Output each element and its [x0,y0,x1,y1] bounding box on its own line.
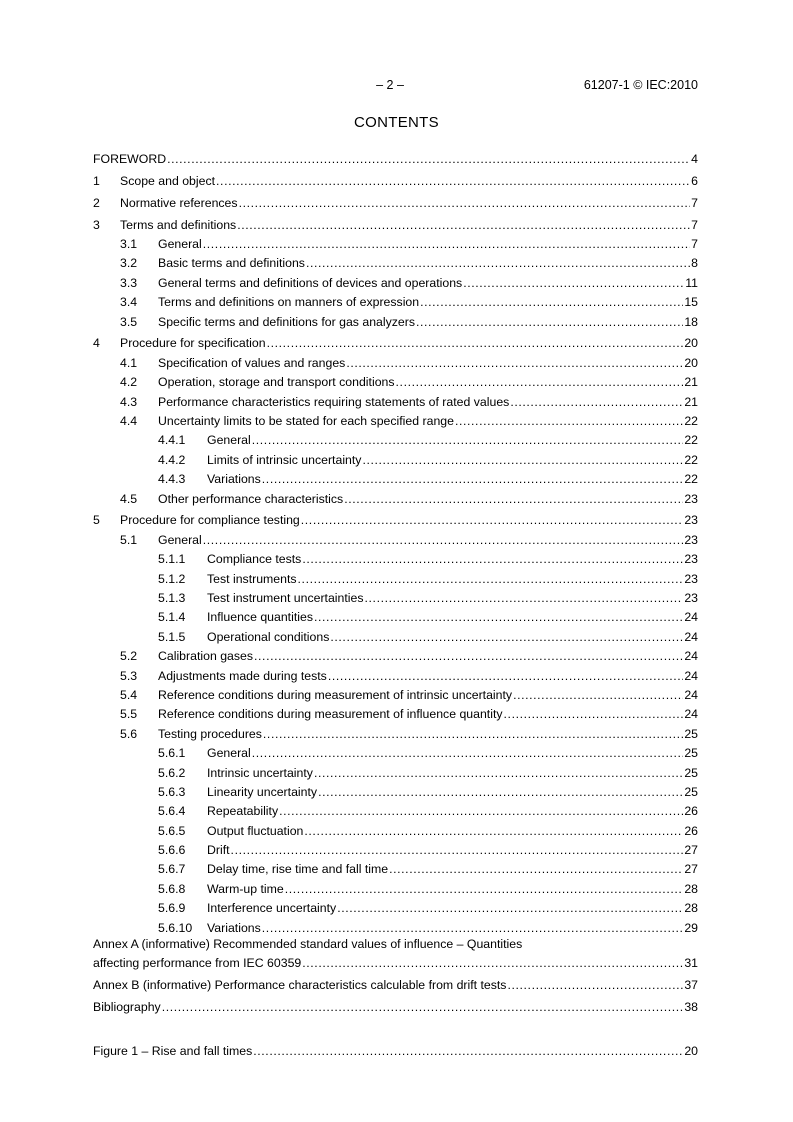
toc-entry[interactable] [93,370,698,389]
toc-entry[interactable] [93,644,698,663]
toc-entry-title: General [207,746,251,761]
toc-entry-page: 21 [684,394,698,409]
leader-dots [203,237,690,251]
toc-entry-title: Calibration gases [158,649,254,664]
toc-entry[interactable] [93,702,698,721]
toc-entry-page: 4 [691,151,698,166]
leader-dots [237,218,690,232]
toc-entry-number: 5.5 [120,707,138,722]
toc-entry-title: Test instruments [207,571,297,586]
toc-entry-title: Limits of intrinsic uncertainty [207,452,362,467]
toc-entry-page: 22 [684,452,698,467]
toc-entry-page: 15 [684,295,698,310]
toc-entry-page: 22 [684,472,698,487]
leader-dots [416,315,683,329]
toc-entry[interactable] [93,760,698,779]
leader-dots [314,610,683,624]
toc-entry-page: 24 [684,629,698,644]
leader-dots [463,276,684,290]
toc-entry-page: 28 [684,881,698,896]
bibliography-page: 38 [684,999,698,1014]
toc-entry-title: Terms and definitions [120,217,237,232]
leader-dots [507,978,683,992]
toc-entry-number: 4.4 [120,413,138,428]
toc-entry-title: Intrinsic uncertainty [207,765,313,780]
toc-entry-page: 24 [684,610,698,625]
toc-entry-page: 22 [684,413,698,428]
toc-entry-number: 5.1 [120,532,138,547]
leader-dots [252,746,684,760]
toc-entry[interactable] [93,547,698,566]
leader-dots [253,1044,683,1058]
leader-dots [330,630,683,644]
toc-entry-number: 4.5 [120,491,138,506]
toc-entry[interactable] [93,896,698,915]
toc-entry-page: 25 [684,765,698,780]
page-number: – 2 – [376,78,404,92]
toc-entry-number: 5.6.8 [158,881,186,896]
toc-entry-title: Variations [207,920,261,935]
toc-entry[interactable] [93,741,698,760]
toc-entry-number: 5.6.9 [158,901,186,916]
toc-entry-number: 3.2 [120,256,138,271]
toc-entry[interactable] [93,857,698,876]
toc-entry-title: General [158,236,202,251]
toc-entry-title: Testing procedures [158,726,262,741]
toc-entry[interactable] [93,486,698,505]
leader-dots [513,688,683,702]
toc-entry-title: Normative references [120,195,238,210]
toc-entry-title: Interference uncertainty [207,901,337,916]
toc-entry[interactable] [93,838,698,857]
toc-entry-title: Output fluctuation [207,823,304,838]
toc-entry-number: 4.3 [120,394,138,409]
toc-entry-title: Procedure for compliance testing [120,513,300,528]
toc-entry-page: 25 [684,726,698,741]
toc-entry-number: 2 [93,195,100,210]
toc-entry-number: 4.4.1 [158,433,186,448]
toc-entry-title: Compliance tests [207,552,302,567]
toc-entry[interactable] [93,428,698,447]
toc-entry-number: 5.1.4 [158,610,186,625]
leader-dots [344,492,683,506]
toc-entry-page: 23 [684,513,698,528]
leader-dots [285,882,684,896]
toc-entry-title: FOREWORD [93,151,167,166]
toc-entry-title: Operation, storage and transport conditions [158,375,395,390]
toc-entry[interactable] [93,389,698,408]
leader-dots [504,707,684,721]
toc-entry[interactable] [93,624,698,643]
toc-entry[interactable] [93,350,698,369]
toc-entry-title: Specification of values and ranges [158,355,346,370]
toc-entry[interactable] [93,309,698,328]
toc-entry-page: 20 [684,355,698,370]
toc-entry[interactable] [93,586,698,605]
toc-entry-page: 29 [684,920,698,935]
toc-entry-number: 3 [93,217,100,232]
leader-dots [203,533,684,547]
toc-entry-number: 5.6.2 [158,765,186,780]
toc-entry-number: 3.4 [120,295,138,310]
toc-entry-page: 11 [685,275,698,290]
toc-entry-title: Drift [207,843,230,858]
toc-entry-title: Delay time, rise time and fall time [207,862,389,877]
toc-entry-page: 23 [684,571,698,586]
toc-entry[interactable] [93,818,698,837]
leader-dots [304,824,683,838]
annex-a-title-line1: Annex A (informative) Recommended standard values of influence – Quantities [93,937,523,952]
toc-entry-number: 5.1.1 [158,552,186,567]
toc-entry-number: 4.2 [120,375,138,390]
toc-entry-title: Reference conditions during measurement of intrinsic uncertainty [158,687,513,702]
leader-dots [239,196,691,210]
toc-entry-page: 24 [684,707,698,722]
toc-entry-number: 5.6.3 [158,784,186,799]
annex-a-page: 31 [684,956,698,971]
leader-dots [252,433,684,447]
toc-entry-number: 4.4.2 [158,452,186,467]
toc-entry[interactable] [93,467,698,486]
toc-entry[interactable] [93,251,698,270]
toc-entry-page: 24 [684,649,698,664]
toc-entry[interactable] [93,508,698,527]
toc-entry-title: Basic terms and definitions [158,256,305,271]
toc-entry[interactable] [93,721,698,740]
toc-entry-number: 3.3 [120,275,138,290]
toc-entry-number: 5.6.6 [158,843,186,858]
leader-dots [298,572,684,586]
toc-entry-page: 23 [684,590,698,605]
toc-entry-page: 22 [684,433,698,448]
leader-dots [365,591,684,605]
toc-entry-page: 26 [684,823,698,838]
toc-entry-number: 5.1.2 [158,571,186,586]
toc-entry-page: 24 [684,668,698,683]
toc-entry-number: 5.6.4 [158,804,186,819]
toc-entry-title: Procedure for specification [120,336,266,351]
toc-entry-number: 5.6.1 [158,746,186,761]
toc-entry[interactable] [93,147,698,166]
toc-entry-page: 7 [691,195,698,210]
toc-entry-number: 4.1 [120,355,138,370]
leader-dots [263,727,683,741]
bibliography-title: Bibliography [93,999,161,1014]
toc-entry-title: Operational conditions [207,629,330,644]
toc-entry-number: 5 [93,513,100,528]
toc-entry-number: 5.3 [120,668,138,683]
toc-entry-title: General terms and definitions of devices and operations [158,275,463,290]
toc-entry-page: 24 [684,687,698,702]
leader-dots [254,649,683,663]
leader-dots [302,552,683,566]
leader-dots [362,453,683,467]
toc-entry-title: Warm-up time [207,881,284,896]
toc-entry[interactable] [93,799,698,818]
toc-entry-title: Specific terms and definitions for gas analyzers [158,314,415,329]
toc-entry[interactable] [93,168,698,187]
annex-b-page: 37 [684,978,698,993]
toc-entry[interactable] [93,447,698,466]
toc-entry[interactable] [93,232,698,251]
standard-reference: 61207-1 © IEC:2010 [583,78,698,92]
toc-entry-number: 4.4.3 [158,472,186,487]
toc-entry-page: 25 [684,746,698,761]
annex-a-title-line2-row [93,953,698,970]
toc-entry[interactable] [93,290,698,309]
annex-b-entry[interactable] [93,973,698,992]
toc-entries [93,147,698,935]
leader-dots [420,295,683,309]
toc-entry-title: Repeatability [207,804,279,819]
leader-dots [389,862,683,876]
leader-dots [396,375,684,389]
toc-entry[interactable] [93,605,698,624]
toc-entry-title: Performance characteristics requiring statements of rated values [158,394,510,409]
toc-entry-title: Reference conditions during measurement of influence quantity [158,707,503,722]
leader-dots [328,669,683,683]
toc-entry-page: 8 [691,256,698,271]
toc-entry-page: 20 [684,336,698,351]
toc-entry-page: 18 [684,314,698,329]
table-of-contents [93,144,698,1058]
toc-entry-title: General [158,532,202,547]
leader-dots [231,843,684,857]
toc-entry[interactable] [93,212,698,231]
toc-entry[interactable] [93,527,698,546]
leader-dots [318,785,683,799]
toc-entry-number: 5.6.5 [158,823,186,838]
toc-entry-page: 25 [684,784,698,799]
toc-entry-number: 5.6 [120,726,138,741]
toc-entry-page: 21 [684,375,698,390]
toc-entry-title: Variations [207,472,261,487]
toc-entry-number: 5.2 [120,649,138,664]
toc-entry-page: 26 [684,804,698,819]
toc-entry[interactable] [93,190,698,209]
toc-entry-page: 6 [691,173,698,188]
bibliography-entry[interactable] [93,995,698,1014]
annex-a-entry[interactable] [93,937,698,970]
toc-entry-number: 5.6.7 [158,862,186,877]
toc-entry-page: 23 [684,532,698,547]
leader-dots [167,152,690,166]
toc-entry-page: 28 [684,901,698,916]
toc-entry-number: 4 [93,336,100,351]
toc-entry[interactable] [93,409,698,428]
list-spacer [93,1014,698,1036]
toc-entry-page: 23 [684,491,698,506]
leader-dots [301,513,684,527]
toc-entry-number: 5.4 [120,687,138,702]
toc-entry-title: Scope and object [120,173,216,188]
toc-entry-page: 27 [684,843,698,858]
toc-entry-number: 3.5 [120,314,138,329]
toc-entry-title: Other performance characteristics [158,491,344,506]
toc-entry-title: Terms and definitions on manners of expression [158,295,420,310]
leader-dots [162,1000,684,1014]
leader-dots [262,921,684,935]
toc-entry[interactable] [93,876,698,895]
toc-entry-title: Influence quantities [207,610,313,625]
toc-entry-page: 7 [691,217,698,232]
toc-entry-number: 3.1 [120,236,138,251]
toc-entry[interactable] [93,331,698,350]
leader-dots [306,256,690,270]
toc-entry-number: 5.6.10 [158,920,193,935]
toc-entry-page: 23 [684,552,698,567]
figure-1-title: Figure 1 – Rise and fall times [93,1043,253,1058]
toc-entry[interactable] [93,270,698,289]
leader-dots [262,472,684,486]
toc-entry-title: Adjustments made during tests [158,668,327,683]
leader-dots [510,395,683,409]
leader-dots [346,356,683,370]
annex-b-title: Annex B (informative) Performance characteristics calculable from drift tests [93,978,507,993]
toc-entry-title: Linearity uncertainty [207,784,318,799]
toc-entry-page: 27 [684,862,698,877]
annex-a-title-line2: affecting performance from IEC 60359 [93,956,302,971]
leader-dots [267,336,684,350]
toc-entry-title: Uncertainty limits to be stated for each specified range [158,413,454,428]
toc-entry-number: 5.1.5 [158,629,186,644]
toc-entry[interactable] [93,683,698,702]
toc-entry-number: 5.1.3 [158,590,186,605]
toc-entry[interactable] [93,780,698,799]
figure-1-entry[interactable] [93,1038,698,1057]
leader-dots [216,174,690,188]
leader-dots [302,956,683,970]
contents-title: CONTENTS [354,114,439,131]
leader-dots [314,766,683,780]
toc-entry-page: 7 [691,236,698,251]
figure-1-page: 20 [684,1043,698,1058]
leader-dots [279,804,683,818]
leader-dots [455,414,683,428]
toc-entry[interactable] [93,663,698,682]
leader-dots [337,901,683,915]
toc-entry[interactable] [93,566,698,585]
toc-entry-title: Test instrument uncertainties [207,590,364,605]
toc-entry[interactable] [93,915,698,934]
toc-entry-title: General [207,433,251,448]
toc-entry-number: 1 [93,173,100,188]
